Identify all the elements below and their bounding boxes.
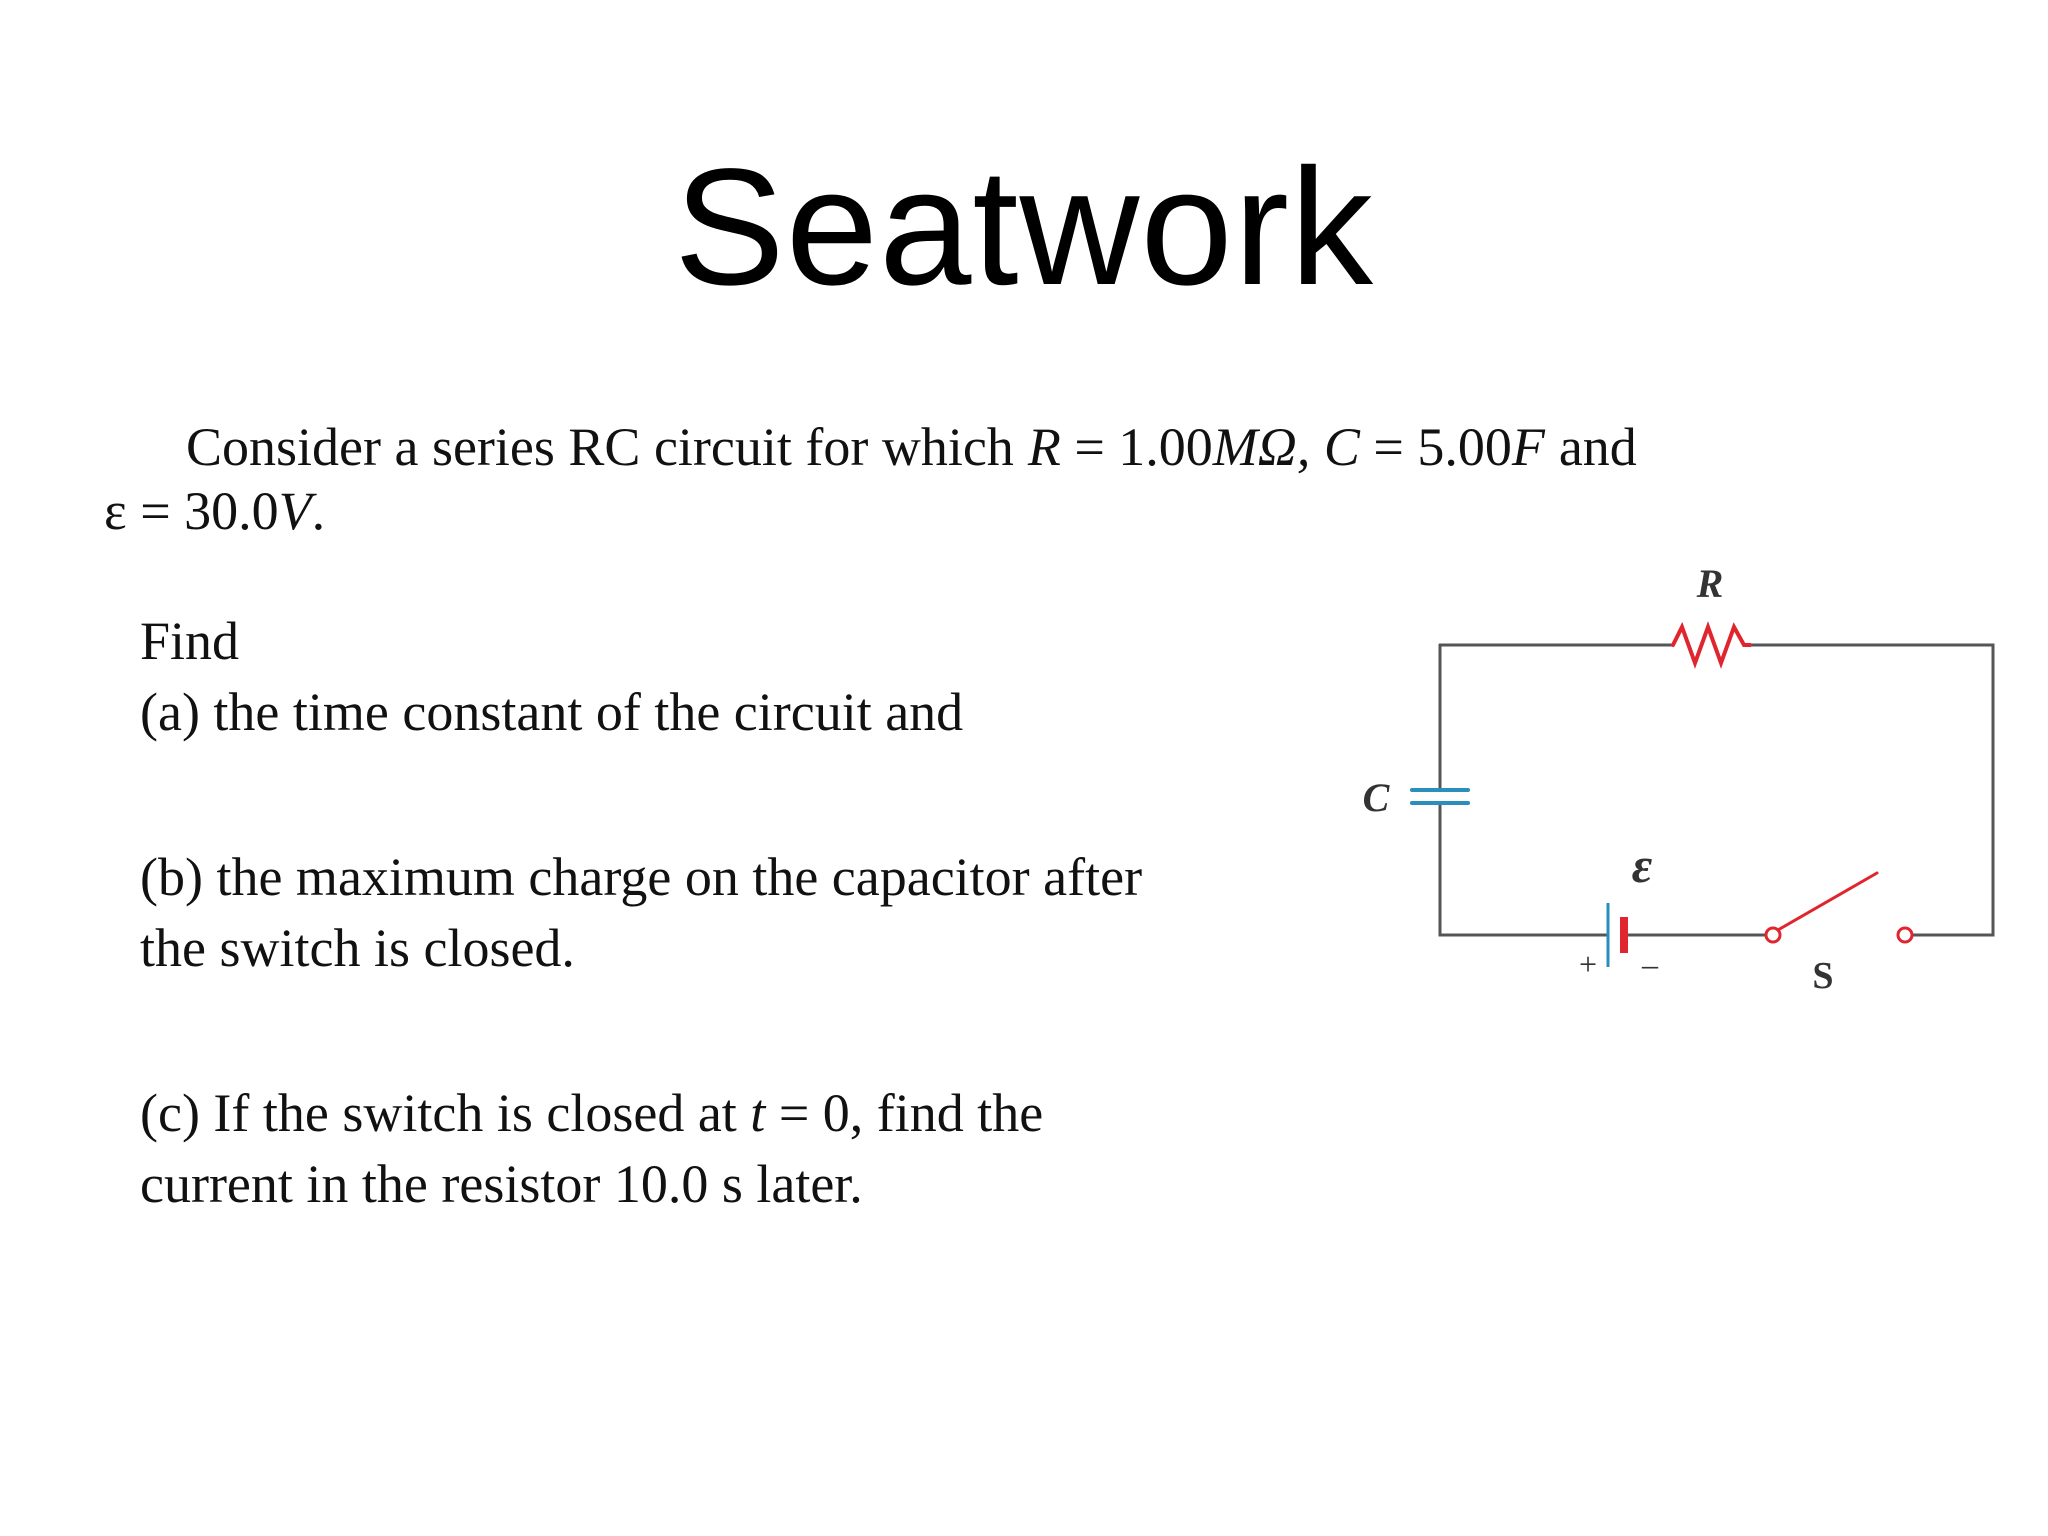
intro-r-unit: MΩ, <box>1212 417 1311 477</box>
problem-statement <box>104 415 1864 543</box>
problem-statement-line-2 <box>104 479 1864 543</box>
question-b-line-1: (b) the maximum charge on the capacitor after <box>140 847 1143 907</box>
question-a: (a) the time constant of the circuit and <box>140 682 964 742</box>
intro-c-unit: F <box>1511 417 1545 477</box>
wire-top-right <box>1750 645 1993 935</box>
intro-emf-value: = 30.0 <box>140 481 279 541</box>
resistor-zigzag <box>1673 627 1750 663</box>
wire-left-lower <box>1440 803 1608 935</box>
resistor-label: R <box>1696 561 1724 606</box>
emf-label: ε <box>1631 837 1653 893</box>
question-c-line-2: current in the resistor 10.0 s later. <box>140 1154 863 1214</box>
intro-conjunction: and <box>1558 417 1637 477</box>
slide-title: Seatwork <box>674 135 1374 320</box>
find-heading: Find <box>140 611 240 671</box>
question-b-line-2: the switch is closed. <box>140 918 575 978</box>
intro-lead: Consider a series RC circuit for which <box>186 417 1014 477</box>
intro-emf-symbol: ε <box>104 481 127 541</box>
question-c-pre: (c) If the switch is closed at <box>140 1083 751 1143</box>
question-c-post: = 0, find the <box>765 1083 1044 1143</box>
switch-contact-right <box>1898 928 1912 942</box>
battery-minus-label: – <box>1642 946 1658 982</box>
intro-end: . <box>311 481 326 541</box>
switch-lever <box>1778 873 1877 930</box>
problem-statement-line-1 <box>104 415 1864 479</box>
intro-c-value: = 5.00 <box>1373 417 1512 477</box>
question-c-line-1 <box>140 1078 1043 1149</box>
intro-c-symbol: C <box>1323 417 1360 477</box>
capacitor-label: C <box>1362 775 1390 820</box>
rc-circuit-diagram <box>1340 555 2020 995</box>
intro-r-symbol: R <box>1027 417 1061 477</box>
question-c-variable: t <box>750 1083 766 1143</box>
intro-r-value: = 1.00 <box>1074 417 1213 477</box>
battery-plus-label: + <box>1578 946 1598 982</box>
intro-emf-unit: V <box>278 481 312 541</box>
switch-label: S <box>1812 955 1834 995</box>
